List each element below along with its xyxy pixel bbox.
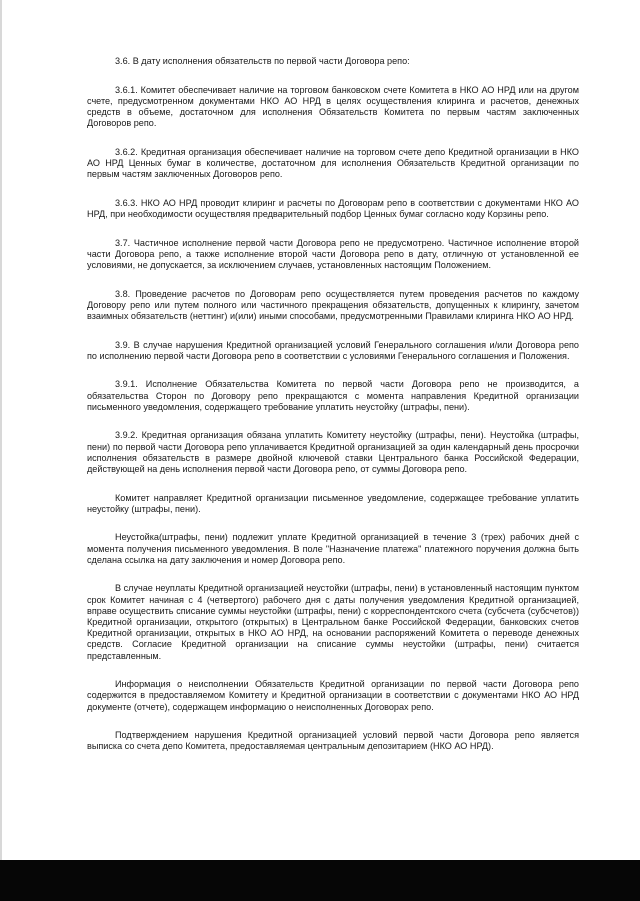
paragraph-non-payment: В случае неуплаты Кредитной организацией неустойки (штрафы, пени) в установленный настоящим пунктом срок Комитет начиная с 4 (четвертого) рабочего дня с даты получения уведомления Кредитной организацией, вправе осуществить списание суммы неустойки (штрафы, пени) с корреспондентского счета (субсчета (субсчетов)) Кредитной организации, открытого (открытых) в Центральном банке Российской Федерации, банковских счетов Кредитной организации, открытых в НКО АО НРД, на основании распоряжений Комитета о переводе денежных средств. Согласие Кредитной организации на списание суммы неустойки (штрафы, пени) считается представленным. xyxy=(87,583,579,661)
paragraph-information: Информация о неисполнении Обязательств Кредитной организации по первой части Договора репо содержится в предоставляемом Комитету и Кредитной организации в соответствии с документами НКО АО НРД документе (отчете), содержащем информацию о неисполненных Договорах репо. xyxy=(87,679,579,712)
paragraph-3-9: 3.9. В случае нарушения Кредитной организацией условий Генерального соглашения и/или Договора репо по исполнению первой части Договора репо в соответствии с условиями Генерального соглашения и Положения. xyxy=(87,339,579,361)
paragraph-3-9-2: 3.9.2. Кредитная организация обязана уплатить Комитету неустойку (штрафы, пени). Неустойка (штрафы, пени) по первой части Договора репо уплачивается Кредитной организацией за один календарный день просрочки исполнения обязательств в размере двойной ключевой ставки Центрального банка Российской Федерации, действующей на день исполнения первой части Договора репо, от суммы Договора репо. xyxy=(87,430,579,474)
paragraph-3-6-3: 3.6.3. НКО АО НРД проводит клиринг и расчеты по Договорам репо в соответствии с документами НКО АО НРД, при необходимости осуществляя предварительный подбор Ценных бумаг согласно коду Корзины репо. xyxy=(87,197,579,219)
paragraph-3-6: 3.6. В дату исполнения обязательств по первой части Договора репо: xyxy=(115,56,410,66)
paragraph-confirmation: Подтверждением нарушения Кредитной организацией условий первой части Договора репо является выписка со счета депо Комитета, предоставляемая центральным депозитарием (НКО АО НРД). xyxy=(87,730,579,752)
paragraph-3-7: 3.7. Частичное исполнение первой части Договора репо не предусмотрено. Частичное исполнение второй части Договора репо, а также исполнение второй части Договора репо в дату, отличную от установленной ее условиями, не допускается, за исключением случаев, установленных настоящим Положением. xyxy=(87,237,579,270)
document-body xyxy=(87,56,579,753)
paragraph-3-9-1: 3.9.1. Исполнение Обязательства Комитета по первой части Договора репо не производится, а обязательства Сторон по Договору репо прекращаются с момента направления Кредитной организации письменного уведомления, содержащего требование уплатить неустойку (штрафы, пени). xyxy=(87,379,579,412)
paragraph-3-6-2: 3.6.2. Кредитная организация обеспечивает наличие на торговом счете депо Кредитной организации в НКО АО НРД Ценных бумаг в количестве, достаточном для исполнения Обязательств Кредитной организации по первым частям заключенных Договоров репо. xyxy=(87,146,579,180)
paragraph-notice: Комитет направляет Кредитной организации письменное уведомление, содержащее требование уплатить неустойку (штрафы, пени). xyxy=(87,492,579,514)
paragraph-3-6-1: 3.6.1. Комитет обеспечивает наличие на торговом банковском счете Комитета в НКО АО НРД или на другом счете, предусмотренном документами НКО АО НРД в целях осуществления клиринга и расчетов, денежных средств в объеме, достаточном для исполнения Обязательств Комитета по первым частям заключенных Договоров репо. xyxy=(87,84,579,129)
scan-edge xyxy=(0,0,2,860)
paragraph-3-8: 3.8. Проведение расчетов по Договорам репо осуществляется путем проведения расчетов по каждому Договору репо или путем полного или частичного прекращения обязательств, допущенных к клирингу, зачетом взаимных обязательств (неттинг) и(или) иными способами, предусмотренными Правилами клиринга НКО АО НРД. xyxy=(87,288,579,321)
paragraph-penalty-term: Неустойка(штрафы, пени) подлежит уплате Кредитной организацией в течение 3 (трех) рабочих дней с момента получения письменного уведомления. В поле "Назначение платежа" платежного поручения должна быть сделана ссылка на дату заключения и номер Договора репо. xyxy=(87,532,579,565)
scan-bottom-bar xyxy=(0,860,640,901)
